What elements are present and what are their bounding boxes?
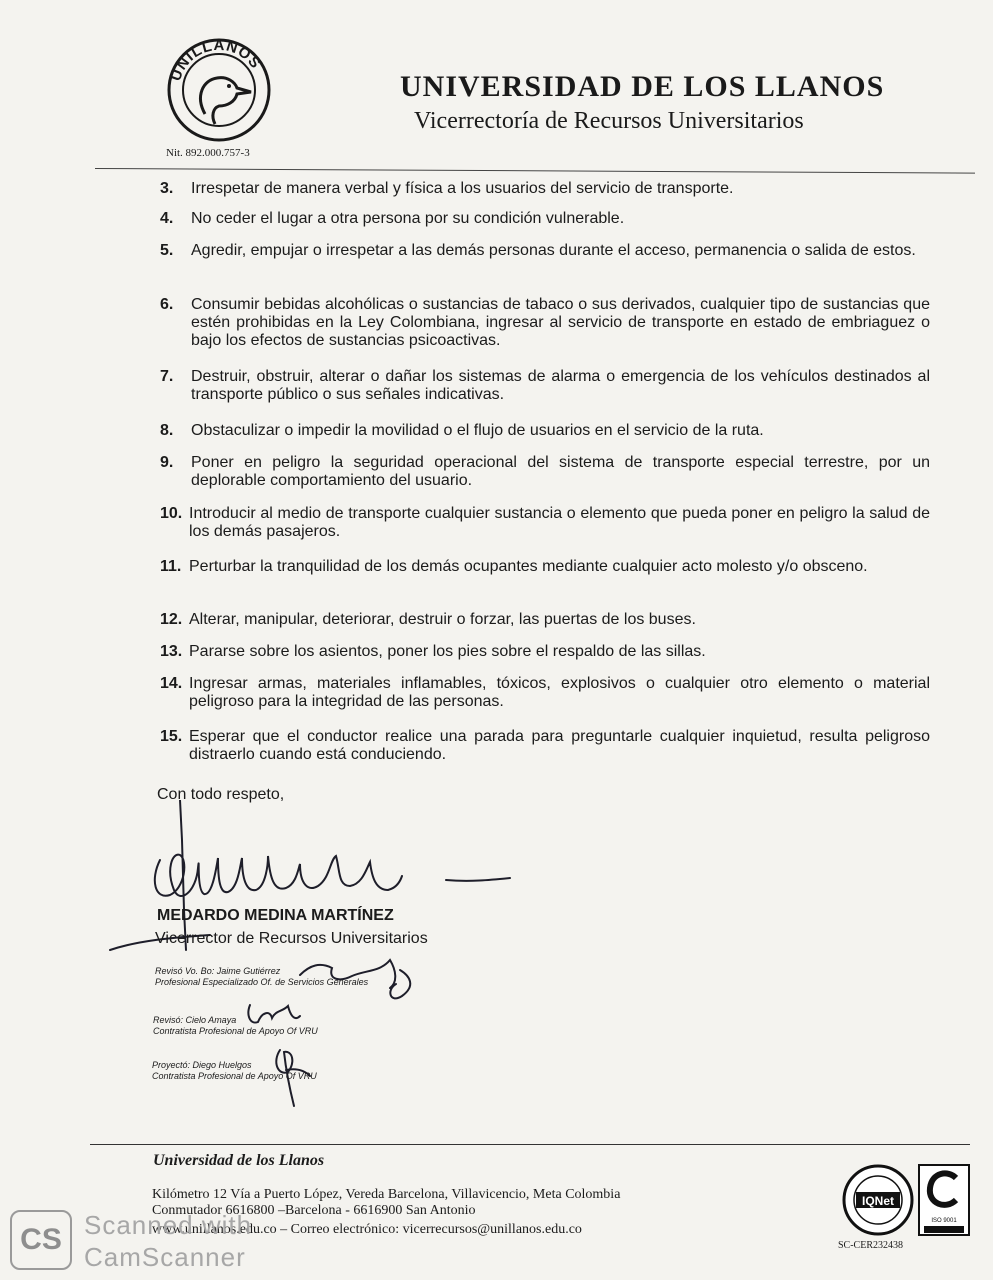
review-note bbox=[152, 1060, 317, 1082]
list-item bbox=[160, 454, 930, 490]
review-note bbox=[153, 1015, 318, 1037]
item-number: 13. bbox=[160, 643, 183, 660]
item-text: Agredir, empujar o irrespetar a las demás personas durante el acceso, permanencia o salida de estos. bbox=[191, 242, 916, 259]
item-text: Introducir al medio de transporte cualquier sustancia o elemento que pueda poner en peligro la salud de los demás pasajeros. bbox=[189, 505, 930, 540]
item-text: Consumir bebidas alcohólicas o sustancias de tabaco o sus derivados, cualquier tipo de sustancias que estén prohibidas en la Ley Colombiana, ingresar al servicio de transporte en estado de embriaguez o bajo los efectos de sustancias psicoactivas. bbox=[191, 296, 930, 349]
item-text: Obstaculizar o impedir la movilidad o el flujo de usuarios en el servicio de la ruta. bbox=[191, 422, 764, 439]
certificate-code: SC-CER232438 bbox=[838, 1240, 904, 1251]
list-item bbox=[160, 180, 930, 198]
item-number: 5. bbox=[160, 242, 174, 259]
list-item bbox=[160, 675, 930, 711]
review-note-line: Profesional Especializado Of. de Servicios Generales bbox=[155, 977, 369, 987]
item-text: Irrespetar de manera verbal y física a los usuarios del servicio de transporte. bbox=[191, 180, 734, 197]
item-text: Poner en peligro la seguridad operacional del sistema de transporte especial terrestre, por un deplorable comportamiento del usuario. bbox=[191, 454, 930, 489]
item-number: 9. bbox=[160, 454, 174, 471]
list-item bbox=[160, 643, 930, 661]
list-item bbox=[160, 242, 930, 260]
list-item bbox=[160, 368, 930, 404]
review-note-line: Revisó Vo. Bo: Jaime Gutiérrez bbox=[155, 966, 281, 976]
list-item bbox=[160, 210, 930, 228]
item-number: 4. bbox=[160, 210, 174, 227]
university-name: UNIVERSIDAD DE LOS LLANOS bbox=[400, 70, 885, 103]
iso-label: ISO 9001 bbox=[931, 1218, 957, 1224]
list-item bbox=[160, 558, 930, 576]
item-text: Pararse sobre los asientos, poner los pies sobre el respaldo de las sillas. bbox=[189, 643, 706, 660]
item-text: Alterar, manipular, deteriorar, destruir o forzar, las puertas de los buses. bbox=[189, 611, 696, 628]
icontec-cert-seal bbox=[918, 1164, 970, 1236]
review-note-line: Contratista Profesional de Apoyo Of VRU bbox=[152, 1071, 317, 1081]
item-text: Perturbar la tranquilidad de los demás ocupantes mediante cualquier acto molesto y/o obsceno. bbox=[189, 558, 868, 575]
review-note-line: Revisó: Cielo Amaya bbox=[153, 1015, 237, 1025]
item-number: 12. bbox=[160, 611, 183, 628]
iqnet-label: IQNet bbox=[861, 1194, 895, 1208]
list-item bbox=[160, 728, 930, 764]
watermark-line-2: CamScanner bbox=[84, 1242, 246, 1272]
item-text: Ingresar armas, materiales inflamables, tóxicos, explosivos o cualquier otro elemento o material peligroso para la integridad de las personas. bbox=[189, 675, 930, 710]
office-name: Vicerrectoría de Recursos Universitarios bbox=[414, 108, 804, 134]
list-item bbox=[160, 422, 930, 440]
list-item bbox=[160, 611, 930, 629]
list-item bbox=[160, 296, 930, 350]
footer-address: Kilómetro 12 Vía a Puerto López, Vereda Barcelona, Villavicencio, Meta Colombia bbox=[152, 1187, 621, 1202]
header-divider bbox=[95, 168, 975, 174]
review-note-line: Contratista Profesional de Apoyo Of VRU bbox=[153, 1026, 318, 1036]
review-note-line: Proyectó: Diego Huelgos bbox=[152, 1060, 252, 1070]
watermark-line-1: Scanned with bbox=[84, 1210, 253, 1240]
item-number: 6. bbox=[160, 296, 174, 313]
item-number: 3. bbox=[160, 180, 174, 197]
footer-divider bbox=[90, 1144, 970, 1145]
signatory-name: MEDARDO MEDINA MARTÍNEZ bbox=[157, 907, 394, 924]
closing-text: Con todo respeto, bbox=[157, 786, 285, 803]
university-logo bbox=[165, 36, 273, 144]
list-item bbox=[160, 505, 930, 541]
svg-text:UNILLANOS: UNILLANOS bbox=[167, 36, 265, 84]
footer-title: Universidad de los Llanos bbox=[153, 1152, 325, 1169]
footer-contact: www.unillanos.edu.co – Correo electrónico: vicerrecursos@unillanos.edu.co bbox=[152, 1222, 582, 1237]
item-number: 10. bbox=[160, 505, 183, 522]
item-number: 11. bbox=[160, 558, 182, 575]
camscanner-badge bbox=[10, 1210, 72, 1270]
iqnet-cert-seal bbox=[842, 1164, 914, 1236]
item-text: Destruir, obstruir, alterar o dañar los sistemas de alarma o emergencia de los vehículos destinados al transporte público o sus señales indicativas. bbox=[191, 368, 930, 403]
item-number: 14. bbox=[160, 675, 183, 692]
item-text: Esperar que el conductor realice una parada para preguntarle cualquier inquietud, resulta peligroso distraerlo cuando está conduciendo. bbox=[189, 728, 930, 763]
footer-phone: Conmutador 6616800 –Barcelona - 6616900 San Antonio bbox=[152, 1203, 476, 1218]
item-number: 7. bbox=[160, 368, 174, 385]
review-note bbox=[155, 966, 368, 988]
nit-number: Nit. 892.000.757-3 bbox=[166, 147, 250, 159]
camscanner-badge-text: CS bbox=[20, 1223, 62, 1256]
item-number: 8. bbox=[160, 422, 174, 439]
item-number: 15. bbox=[160, 728, 183, 745]
signatory-role: Vicerrector de Recursos Universitarios bbox=[155, 930, 428, 947]
item-text: No ceder el lugar a otra persona por su condición vulnerable. bbox=[191, 210, 625, 227]
